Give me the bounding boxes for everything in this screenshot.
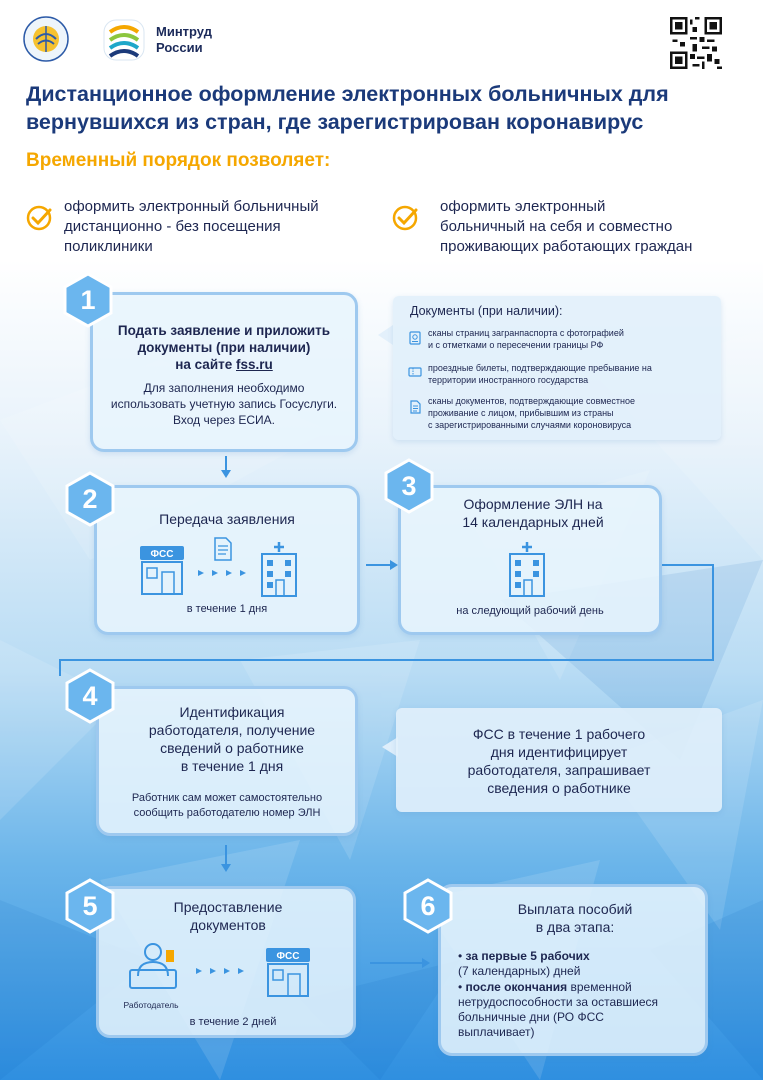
benefit-1-line: оформить электронный больничный — [64, 198, 319, 215]
fss-note-line: ФСС в течение 1 рабочего — [472, 726, 646, 742]
payment-stage-1-bold: за первые 5 рабочих — [465, 949, 590, 963]
step-4-title-line: сведений о работнике — [160, 740, 304, 756]
step-6-title-line: в два этапа: — [535, 919, 615, 935]
document-item-2 — [428, 362, 652, 386]
benefit-2-line: больничный на себя и совместно — [440, 218, 673, 235]
step-3-title — [420, 495, 646, 531]
benefit-1-line: дистанционно - без посещения — [64, 218, 281, 235]
step-4-title-line: Идентификация — [179, 704, 285, 720]
step-2-badge — [62, 471, 118, 527]
fss-sign: ФСС — [150, 549, 174, 560]
fss-sign: ФСС — [276, 951, 300, 962]
step-1-note — [98, 380, 350, 428]
document-item-line: проживание с лицом, прибывшим из страны — [428, 408, 614, 418]
step-4-title-line: в течение 1 дня — [180, 758, 284, 774]
step-1-number: 1 — [80, 285, 96, 315]
document-item-1 — [428, 327, 624, 351]
fss-note-line: сведения о работнике — [487, 780, 631, 796]
hospital-building-icon — [258, 540, 300, 598]
step-5-title — [110, 898, 346, 934]
step-6-title — [470, 900, 680, 936]
step-5-badge — [62, 878, 118, 934]
benefit-2-line: проживающих работающих граждан — [440, 238, 693, 255]
step-3-time: на следующий рабочий день — [456, 605, 604, 617]
document-item-line: сканы документов, подтверждающие совместное — [428, 396, 636, 406]
fss-note — [402, 725, 716, 797]
step-1-title-line-3: на сайте — [175, 357, 233, 372]
document-icon — [212, 536, 234, 562]
document-item-line: территории иностранного государства — [428, 375, 589, 385]
title-line1: Дистанционное оформление электронных больничных для — [26, 82, 669, 106]
employer-icon — [126, 940, 180, 990]
document-item-line: и с отметками о пересечении границы РФ — [428, 340, 604, 350]
step-6-title-line: Выплата пособий — [517, 901, 633, 917]
passport-icon — [408, 331, 422, 345]
step-2-title: Передача заявления — [159, 511, 295, 527]
ticket-icon — [408, 365, 422, 379]
step-4-number: 4 — [82, 681, 98, 711]
step-3-number: 3 — [401, 471, 417, 501]
step-2-number: 2 — [82, 484, 98, 514]
payment-stage-2-rest: временной нетрудоспособности за оставшиеся больничные дни (РО ФСС выплачивает) — [458, 980, 658, 1039]
step-5-number: 5 — [82, 891, 98, 921]
benefit-1-line: поликлиники — [64, 238, 153, 255]
step-4-title — [110, 703, 354, 775]
step-3-badge — [381, 458, 437, 514]
step-1-note-line: Вход через ЕСИА. — [173, 413, 275, 427]
step-4-title-line: работодателя, получение — [148, 722, 316, 738]
payment-stage-2-bold: после окончания — [465, 980, 568, 994]
benefit-2-line: оформить электронный — [440, 198, 606, 215]
subtitle: Временный порядок позволяет: — [26, 150, 331, 171]
step-1-note-line: Для заполнения необходимо — [143, 381, 305, 395]
fss-note-line: дня идентифицирует — [490, 744, 628, 760]
step-5-time: в течение 2 дней — [189, 1016, 277, 1028]
title-line2: вернувшихся из стран, где зарегистрирован коронавирус — [26, 110, 644, 134]
dotted-arrow-icon — [194, 966, 250, 976]
document-item-line: с зарегистрированными случаями короновируса — [428, 420, 632, 430]
step-2-time: в течение 1 дня — [186, 603, 268, 615]
fss-note-line: работодателя, запрашивает — [467, 762, 651, 778]
step-1-badge — [60, 272, 116, 328]
step-4-note-line: сообщить работодателю номер ЭЛН — [133, 807, 321, 819]
dotted-arrow-icon — [196, 568, 252, 578]
fss-link[interactable]: fss.ru — [236, 357, 273, 372]
step-3-title-line: Оформление ЭЛН на — [463, 496, 603, 512]
step-6-number: 6 — [420, 891, 436, 921]
step-1-note-line: использовать учетную запись Госуслуги. — [110, 397, 338, 411]
payment-stage-1-rest: (7 календарных) дней — [458, 964, 581, 978]
brand-line2: России — [156, 40, 203, 55]
payment-stage-2: • после окончания временной нетрудоспособности за оставшиеся больничные дни (РО ФСС выплачивает) — [458, 980, 658, 1039]
document-item-line: сканы страниц загранпаспорта с фотографией — [428, 328, 624, 338]
step-4-note-line: Работник сам может самостоятельно — [131, 792, 323, 804]
document-item-line: проездные билеты, подтверждающие пребывание на — [428, 363, 652, 373]
step-5-title-line: Предоставление — [173, 899, 283, 915]
step-5-title-line: документов — [190, 917, 266, 933]
document-item-3 — [428, 395, 635, 431]
documents-heading: Документы (при наличии): — [410, 304, 563, 318]
employer-label: Работодатель — [123, 1000, 179, 1010]
step-1-title-line — [98, 356, 350, 373]
brand-line1: Минтруд — [156, 24, 212, 39]
hospital-building-icon — [506, 540, 548, 598]
step-4-note — [104, 791, 350, 821]
step-4-badge — [62, 668, 118, 724]
step-1-title — [98, 322, 350, 373]
document-icon — [408, 400, 422, 414]
step-3-title-line: 14 календарных дней — [462, 514, 604, 530]
payment-stage-1: • за первые 5 рабочих (7 календарных) дней — [458, 949, 590, 978]
step-1-title-line: документы (при наличии) — [137, 340, 311, 355]
step-1-title-line: Подать заявление и приложить — [117, 323, 331, 338]
step-6-badge — [400, 878, 456, 934]
